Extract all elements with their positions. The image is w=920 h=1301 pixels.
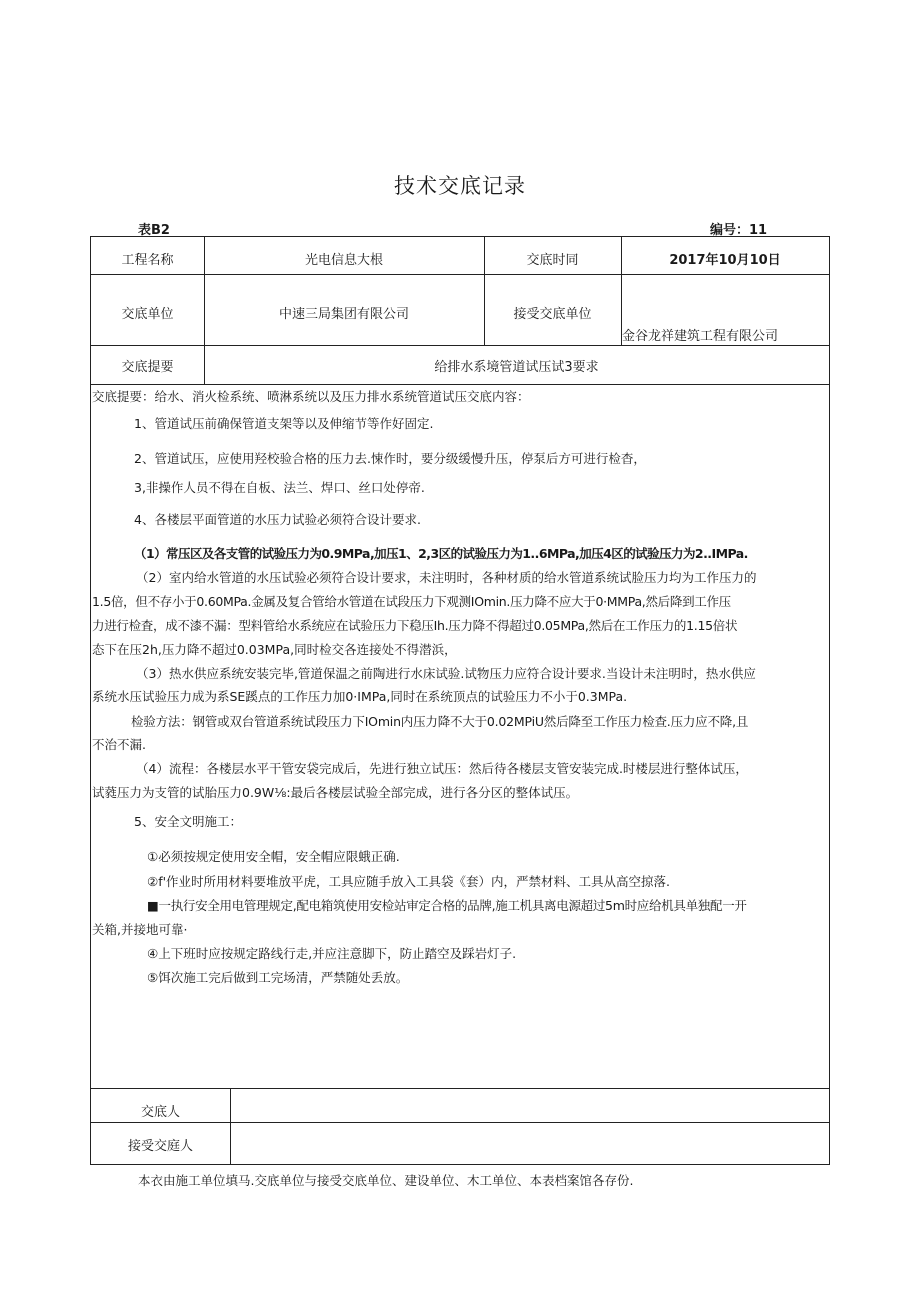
content-item-3: 3,非操作人员不得在自板、法兰、焊口、丝口处停帝. <box>134 480 425 495</box>
content-item-2: 2、管道试压，应使用羟校验合格的压力去.悚作时，要分级缓慢升压，停泵后方可进行检杳， <box>134 451 646 466</box>
content-inspection: 检验方法：钢管或双台管道系统试段压力下IOmin内压力降不大于0.02MPiU然后降至工作压力检查.压力应不降,且 <box>131 714 749 729</box>
footnote: 本衣由施工单位填马.交底单位与接受交底单位、建设单位、木工单位、本表档案馆各存份. <box>138 1173 634 1188</box>
label-handover-time: 交底时同 <box>526 253 579 268</box>
label-summary: 交底提要 <box>121 360 174 375</box>
content-sub-2-line-4: 态下在压2h,压力降不超过0.03MPa,同时检交各连接处不得潜浜， <box>92 642 457 657</box>
form-code: 表B2 <box>138 223 170 238</box>
safety-item-3: ■一执行安全用电管理规定,配电箱筑使用安检站审定合格的品牌,施工机具离电源超过5m时应给机具单独配一开 <box>147 898 747 913</box>
page-title: 技术交底记录 <box>394 174 526 198</box>
receiver-signature-field[interactable] <box>231 1123 828 1164</box>
content-item-4: 4、各楼层平面管道的水压力试验必须符合设计要求. <box>134 512 421 527</box>
content-item-1: 1、管道试压前确保管道支架等以及伸缩节等作好固定. <box>134 416 434 431</box>
label-receiving-unit: 接受交底单位 <box>513 307 592 322</box>
content-sub-3: （3）热水供应系统安装完毕,管道保温之前陶进行水床试验.试物压力应符合设计要求.当设计未注明时，热水供应 <box>136 666 756 681</box>
label-project-name: 工程名称 <box>121 253 174 268</box>
safety-item-4: ④上下班时应按规定路线行走,并应注意脚下，防止踏空及踩岩灯子. <box>147 946 517 961</box>
content-sub-4: （4）流程：各楼层水平干管安袋完成后，先进行独立试压：然后待各楼层支管安装完成.时楼层进行整体试压， <box>136 761 748 776</box>
content-item-5: 5、安全文明施工： <box>134 814 242 829</box>
safety-item-1: ①必须按规定使用安全帽，安全帽应限蛾正确. <box>147 849 400 864</box>
content-inspection-line-2: 不治不漏. <box>92 737 146 752</box>
content-sub-2: （2）室内给水管道的水压试验必须符合设计要求，未注明时，各种材质的给水管道系统试脸压力均为工作压力的 <box>136 570 757 585</box>
safety-item-5: ⑤饵次施工完后做到工完场清，严禁随处丢放。 <box>147 970 409 985</box>
row-divider <box>91 274 829 275</box>
content-intro: 交底提要：给水、消火检系统、喷淋系统以及压力排水系统管道试压交底内容： <box>92 389 530 404</box>
value-handover-time: 2017年10月10日 <box>669 253 781 268</box>
row-divider <box>91 345 829 346</box>
content-sub-2-line-2: 1.5倍，但不存小于0.60MPa.金属及复合管给水管道在试段压力下观测IOmin.压力降不应大于0·MMPa,然后降到工作压 <box>92 594 731 609</box>
label-presenter: 交底人 <box>140 1105 180 1120</box>
safety-item-3-line-2: 关箱,并接地可靠· <box>92 922 188 937</box>
handover-form-table <box>90 236 830 1165</box>
presenter-signature-field[interactable] <box>231 1089 828 1121</box>
value-receiving-unit: 金谷龙祥建筑工程有限公司 <box>622 329 779 344</box>
content-sub-4-line-2: 试蕤压力为支管的试胎压力0.9W⅛:最后各楼层试验全部完成，进行各分区的整体试压。 <box>92 785 579 800</box>
safety-item-2: ②f'作业时所用材料要堆放平虎，工具应随手放入工具袋《套）内，严禁材料、工具从高空掠落. <box>147 874 671 889</box>
row-divider <box>91 384 829 385</box>
value-summary: 给排水系境管道试压试3要求 <box>434 360 599 375</box>
content-sub-1: （1）常压区及各支管的试验压力为0.9MPa,加压1、2,3区的试验压力为1..6MPa,加压4区的试验压力为2..IMPa. <box>134 546 748 561</box>
content-sub-3-line-2: 系统水压试验压力成为系SE蹊点的工作压力加0·IMPa,同时在系统顶点的试验压力不小于0.3MPa. <box>92 689 628 704</box>
label-receiver: 接受交庭人 <box>127 1139 193 1154</box>
value-project-name: 光电信息大根 <box>304 253 383 268</box>
content-sub-2-line-3: 力进行检査，成不漆不漏：型料管给水系统应在试验压力下稳压Ih.压力降不得超过0.05MPa,然后在工作压力的1.15倍状 <box>92 618 738 633</box>
serial-number: 编号：11 <box>710 223 768 238</box>
value-handover-unit: 中速三局集团有限公司 <box>278 307 409 322</box>
label-handover-unit: 交底单位 <box>121 307 174 322</box>
